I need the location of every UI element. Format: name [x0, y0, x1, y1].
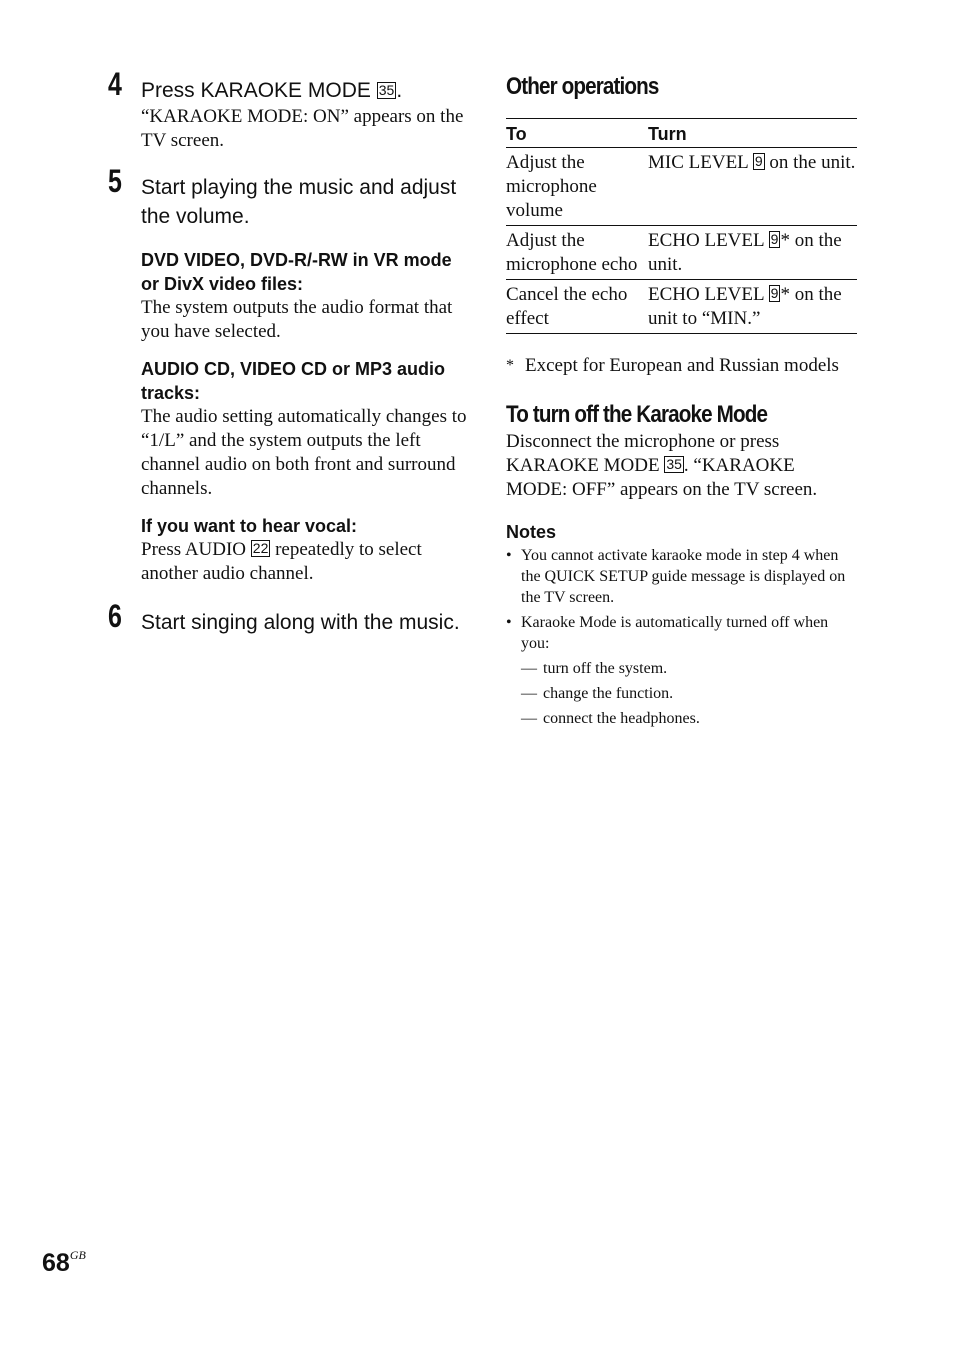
step-title: Start singing along with the music. [141, 611, 460, 634]
table-row [506, 226, 857, 280]
footnote-mark: * [506, 357, 514, 374]
notes-heading: Notes [506, 522, 557, 542]
step-title: Press KARAOKE MODE 35. [141, 79, 403, 102]
subsection-head: DVD VIDEO, DVD-R/-RW in VR mode or DivX video files: [141, 250, 452, 294]
subsection-audio-cd [141, 357, 468, 501]
col-header-turn: Turn [648, 119, 857, 148]
dash-icon: — [521, 710, 537, 727]
page-number: $68^{GB}$ [42, 1248, 86, 1277]
subsection-head: AUDIO CD, VIDEO CD or MP3 audio tracks: [141, 359, 446, 403]
col-header-to: To [506, 119, 648, 148]
step-title: Start playing the music and adjust the volume. [141, 176, 457, 228]
operations-table [506, 118, 857, 334]
other-operations-title: Other operations [506, 73, 659, 100]
note-sub-item: — turn off the system. [506, 656, 858, 681]
turn-off-title: To turn off the Karaoke Mode [506, 401, 768, 428]
button-ref-box: 35 [378, 82, 395, 98]
turn-off-body: Disconnect the microphone or press KARAOKE MODE 35 . “KARAOKE MODE: OFF” appears on the TV screen. [506, 431, 818, 500]
table-row [506, 148, 857, 226]
button-ref-box: 9 [770, 231, 779, 247]
bullet-icon: • [506, 614, 512, 631]
bullet-icon: • [506, 547, 512, 564]
left-column [108, 66, 468, 637]
subsection-body: Press AUDIO 22 repeatedly to select another audio channel. [141, 539, 422, 584]
cell-turn: ECHO LEVEL 9 * on the unit to “MIN.” [648, 280, 857, 334]
subsection-dvd [141, 248, 468, 344]
right-column [506, 72, 858, 731]
subsection-head: If you want to hear vocal: [141, 516, 358, 536]
subsection-vocal [141, 514, 468, 586]
subsection-body: The system outputs the audio format that you have selected. [141, 297, 453, 342]
note-item: • Karaoke Mode is automatically turned off when you: [506, 614, 829, 652]
step-number: 6 [108, 598, 122, 634]
step-5 [108, 163, 468, 586]
note-sub-item: — connect the headphones. [506, 706, 858, 731]
cell-to: Cancel the echo effect [506, 280, 648, 334]
table-row [506, 280, 857, 334]
step-number: 5 [108, 163, 122, 199]
cell-to: Adjust the microphone echo [506, 226, 648, 280]
step-number: 4 [108, 66, 122, 102]
step-6 [108, 598, 468, 637]
dash-icon: — [521, 660, 537, 677]
button-ref-box: 9 [754, 153, 763, 169]
step-body: “KARAOKE MODE: ON” appears on the TV screen. [141, 106, 464, 151]
dash-icon: — [521, 685, 537, 702]
button-ref-box: 22 [252, 540, 269, 556]
subsection-body: The audio setting automatically changes to “1/L” and the system outputs the left channel audio on both front and surround channels. [141, 406, 467, 499]
button-ref-box: 35 [666, 456, 682, 472]
button-ref-box: 9 [770, 285, 779, 301]
page-suffix: GB [69, 1248, 86, 1262]
step-4 [108, 66, 468, 153]
cell-turn: ECHO LEVEL 9 * on the unit. [648, 226, 857, 280]
cell-to: Adjust the microphone volume [506, 148, 648, 226]
note-item: • You cannot activate karaoke mode in step 4 when the QUICK SETUP guide message is displayed on the TV screen. [506, 547, 846, 606]
footnote: * Except for European and Russian models [506, 355, 839, 376]
cell-turn: MIC LEVEL 9 on the unit. [648, 148, 857, 226]
note-sub-item: — change the function. [506, 681, 858, 706]
